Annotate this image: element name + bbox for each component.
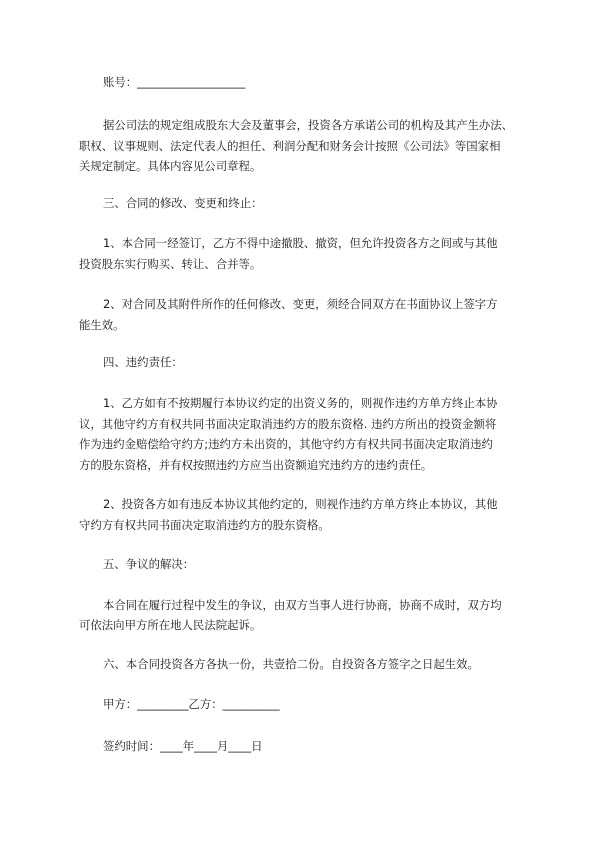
signature-parties-line: 甲方：_________乙方：__________	[103, 697, 280, 711]
clause-4-1-line-3: 作为违约金赔偿给守约方;违约方未出资的，其他守约方有权共同书面决定取消违约	[79, 437, 493, 451]
section-heading-copies: 六、本合同投资各方各执一份，共壹拾二份。自投资各方签字之日起生效。	[103, 657, 479, 671]
section-heading-modification: 三、合同的修改、变更和终止：	[103, 196, 263, 210]
clause-3-2-line-1: 2、对合同及其附件所作的任何修改、变更，须经合同双方在书面协议上签字方	[103, 297, 498, 311]
paragraph-company-structure-line-1: 据公司法的规定组成股东大会及董事会，投资各方承诺公司的机构及其产生办法、	[103, 118, 514, 132]
signing-date-line: 签约时间：____年____月____日	[103, 739, 263, 753]
section-heading-liability: 四、违约责任：	[103, 355, 183, 369]
account-number-line: 账号：___________________	[103, 75, 246, 89]
paragraph-company-structure-line-2: 职权、议事规则、法定代表人的担任、利润分配和财务会计按照《公司法》等国家相	[79, 139, 501, 153]
section-heading-dispute: 五、争议的解决：	[103, 557, 195, 571]
clause-4-1-line-2: 议，其他守约方有权共同书面决定取消违约方的股东资格. 违约方所出的投资金额将	[79, 417, 497, 431]
clause-3-2-line-2: 能生效。	[79, 318, 125, 332]
dispute-paragraph-line-2: 可依法向甲方所在地人民法院起诉。	[79, 618, 262, 632]
clause-4-1-line-1: 1、乙方如有不按期履行本协议约定的出资义务的，则视作违约方单方终止本协	[103, 396, 498, 410]
clause-3-1-line-1: 1、本合同一经签订，乙方不得中途撤股、撤资，但允许投资各方之间或与其他	[103, 236, 498, 250]
dispute-paragraph-line-1: 本合同在履行过程中发生的争议，由双方当事人进行协商，协商不成时，双方均	[103, 598, 502, 612]
clause-4-2-line-2: 守约方有权共同书面决定取消违约方的股东资格。	[79, 518, 330, 532]
paragraph-company-structure-line-3: 关规定制定。具体内容见公司章程。	[79, 159, 262, 173]
clause-3-1-line-2: 投资股东实行购买、转让、合并等。	[79, 257, 262, 271]
clause-4-2-line-1: 2、投资各方如有违反本协议其他约定的，则视作违约方单方终止本协议，其他	[103, 497, 498, 511]
clause-4-1-line-4: 方的股东资格，并有权按照违约方应当出资额追究违约方的违约责任。	[79, 458, 433, 472]
